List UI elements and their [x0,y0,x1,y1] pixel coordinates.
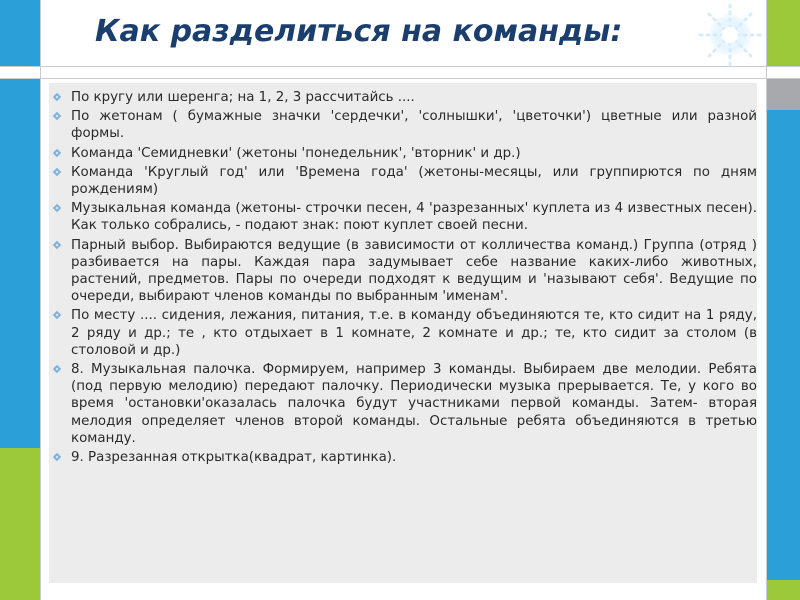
diamond-bullet-icon [53,241,61,249]
content-panel [49,83,757,583]
divider-line-header-top [0,66,800,67]
list-item-text: По жетонам ( бумажные значки 'сердечки', 'солнышки', 'цветочки') цветные или разной формы. [71,109,757,142]
list-item [49,145,757,162]
divider-line-header-bottom [0,78,800,79]
list-item-text: Команда 'Круглый год' или 'Времена года' (жетоны-месяцы, или группирются по дням рождениям) [71,164,757,198]
diamond-bullet-icon [53,93,61,101]
divider-line-right [766,0,767,600]
list-item [49,164,757,198]
left-block-green [0,448,40,600]
list-item [49,237,757,306]
list-item-text: 9. Разрезанная открытка(квадрат, картинка). [71,450,397,466]
list-item [49,307,757,359]
list-item-text: По кругу или шеренга; на 1, 2, 3 рассчитайсь .... [71,90,415,105]
diamond-bullet-icon [53,365,61,373]
diamond-bullet-icon [53,453,61,461]
list-item [49,449,757,466]
diamond-bullet-icon [53,168,61,176]
list-item-text: Команда 'Семидневки' (жетоны 'понедельник', 'вторник' и др.) [71,145,521,161]
corner-block-top-right [766,0,800,66]
divider-line-left [40,0,41,600]
sparkle-icon [690,0,770,70]
left-block-blue [0,78,40,448]
list-item-text: Музыкальная команда (жетоны- строчки песен, 4 'разрезанных' куплета из 4 известных песен). Как только собрались, - подают знак: поют куплет своей песни. [71,201,757,234]
list-item-text: 8. Музыкальная палочка. Формируем, например 3 команды. Выбираем две мелодии. Ребята (под первую мелодию) передают палочку. Периодически музыка прерывается. Те, у кого во время 'остановки'оказалась палочка будут участниками первой команды. Затем- вторая мелодия определяет членов второй команды. Остальные ребята объединяются в третью команду. [71,362,757,446]
list-item-text: По месту .... сидения, лежания, питания, т.е. в команду объединяются те, кто сидит на 1 ряду, 2 ряду и др.; те , кто отдыхает в 1 комнате, 2 комнате и др.; те, кто сидит за столом (в столовой и др.) [71,308,757,358]
bullet-list [49,83,757,466]
list-item [49,361,757,447]
right-block-blue [766,110,800,580]
diamond-bullet-icon [53,149,61,157]
right-block-gray [766,78,800,110]
slide-title: Как разделиться на команды: [95,14,623,49]
list-item [49,200,757,234]
diamond-bullet-icon [53,311,61,319]
list-item [49,108,757,142]
diamond-bullet-icon [53,112,61,120]
list-item-text: Парный выбор. Выбираются ведущие (в зависимости от колличества команд.) Группа (отряд ) разбивается на пары. Каждая пара задумывает себе название каких-либо животных, растений, предметов. Пары по очереди подходят к ведущим и 'называют себя'. Ведущие по очереди, выбирают членов команды по выбранным 'именам'. [71,237,757,305]
list-item [49,89,757,106]
corner-block-top-left [0,0,40,66]
diamond-bullet-icon [53,204,61,212]
right-block-green-bottom [766,580,800,600]
